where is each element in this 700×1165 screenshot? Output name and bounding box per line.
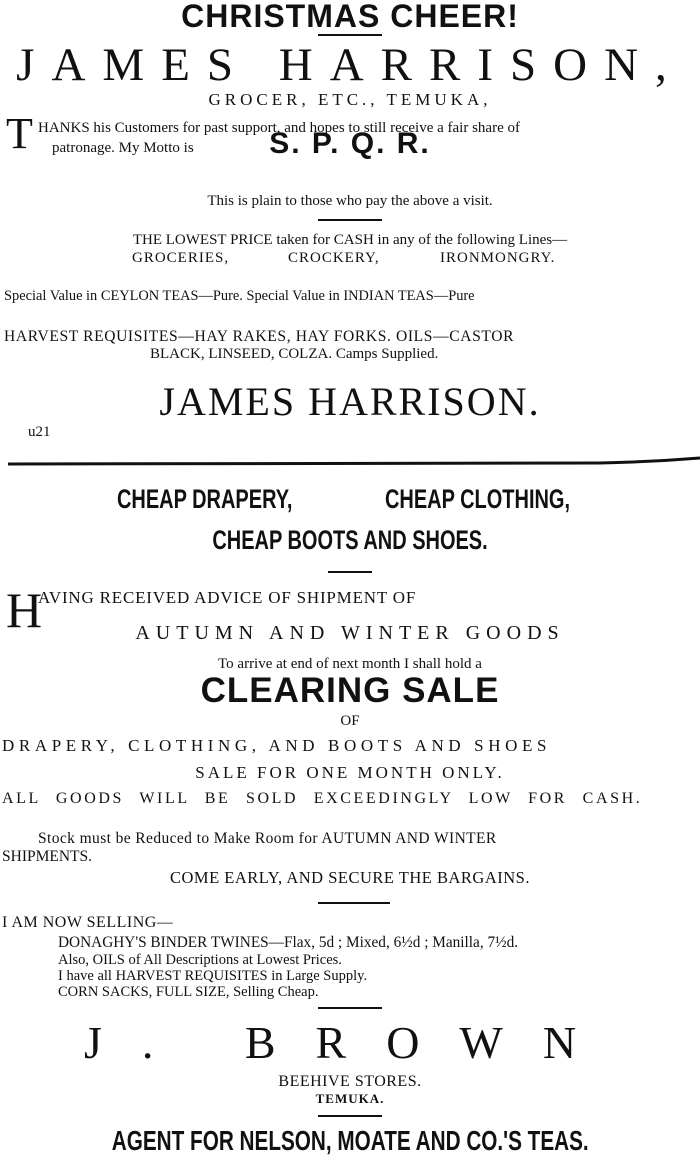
one-month-line: SALE FOR ONE MONTH ONLY. xyxy=(195,763,505,782)
divider xyxy=(318,1115,382,1117)
harrison-advertisement xyxy=(0,0,700,455)
divider xyxy=(318,34,382,36)
agent-line: AGENT FOR NELSON, MOATE AND CO.'S TEAS. xyxy=(111,1125,589,1156)
cheap-drapery: CHEAP DRAPERY, xyxy=(117,484,293,514)
agent-line-row xyxy=(0,1125,700,1163)
divider xyxy=(318,1007,382,1009)
lowest-price-line: THE LOWEST PRICE taken for CASH in any of the following Lines— xyxy=(132,232,568,248)
harvest-line-1: HARVEST REQUISITES—HAY RAKES, HAY FORKS. OILS—CASTOR xyxy=(4,328,515,345)
merchant-name: JAMES HARRISON, xyxy=(16,39,684,91)
motto-note: This is plain to those who pay the above a visit. xyxy=(207,193,493,209)
cheap-boots-shoes: CHEAP BOOTS AND SHOES. xyxy=(212,525,488,555)
items-line: DRAPERY, CLOTHING, AND BOOTS AND SHOES xyxy=(2,736,552,755)
clearing-sale-heading: CLEARING SALE xyxy=(200,671,500,710)
harrison-signature: JAMES HARRISON. xyxy=(159,379,541,424)
drop-cap-t: T xyxy=(6,109,33,158)
column-separator xyxy=(0,455,700,467)
teas-line: Special Value in CEYLON TEAS—Pure. Special Value in INDIAN TEAS—Pure xyxy=(4,288,475,304)
arrive-line: To arrive at end of next month I shall hold a xyxy=(218,656,482,672)
selling-item: Also, OILS of All Descriptions at Lowest Prices. xyxy=(58,952,342,968)
product-lines xyxy=(0,250,700,272)
intro-line-1: HANKS his Customers for past support, and hopes to still receive a fair share of xyxy=(38,120,520,136)
divider xyxy=(328,571,372,573)
intro-line-2: patronage. My Motto is xyxy=(52,140,194,156)
of-line: OF xyxy=(340,713,360,729)
christmas-cheer-headline: CHRISTMAS CHEER! xyxy=(181,0,519,34)
reference-code: u21 xyxy=(28,424,51,440)
brown-signature: J. BROWN xyxy=(83,1017,617,1068)
goods-sold-line: ALL GOODS WILL BE SOLD EXCEEDINGLY LOW FOR CASH. xyxy=(2,790,643,807)
cheap-heading-row-1 xyxy=(0,484,700,524)
drop-cap-h: H xyxy=(6,582,43,638)
advice-line: AVING RECEIVED ADVICE OF SHIPMENT OF xyxy=(38,588,417,607)
product-ironmongry: IRONMONGRY. xyxy=(440,250,556,266)
merchant-trade: GROCER, ETC., TEMUKA, xyxy=(208,90,492,109)
product-crockery: CROCKERY, xyxy=(288,250,380,266)
cheap-heading-row-2 xyxy=(0,525,700,565)
product-groceries: GROCERIES, xyxy=(132,250,230,266)
stock-line-1: Stock must be Reduced to Make Room for AUTUMN AND WINTER xyxy=(38,830,497,847)
autumn-winter-goods: AUTUMN AND WINTER GOODS xyxy=(135,622,565,644)
store-name: BEEHIVE STORES. xyxy=(278,1073,422,1090)
selling-item: DONAGHY'S BINDER TWINES—Flax, 5d ; Mixed, 6½d ; Manilla, 7½d. xyxy=(58,934,519,951)
stock-line-2: SHIPMENTS. xyxy=(2,848,93,865)
cheap-clothing: CHEAP CLOTHING, xyxy=(385,484,571,514)
motto: S. P. Q. R. xyxy=(269,127,431,160)
selling-item: CORN SACKS, FULL SIZE, Selling Cheap. xyxy=(58,984,319,1000)
come-early-line: COME EARLY, AND SECURE THE BARGAINS. xyxy=(170,868,530,887)
harvest-line-2: BLACK, LINSEED, COLZA. Camps Supplied. xyxy=(150,346,439,362)
divider xyxy=(318,219,382,221)
divider xyxy=(318,902,390,904)
store-town: TEMUKA. xyxy=(315,1091,385,1106)
selling-heading: I AM NOW SELLING— xyxy=(2,914,174,931)
selling-item: I have all HARVEST REQUISITES in Large Supply. xyxy=(58,968,368,984)
brown-advertisement xyxy=(0,470,700,1165)
